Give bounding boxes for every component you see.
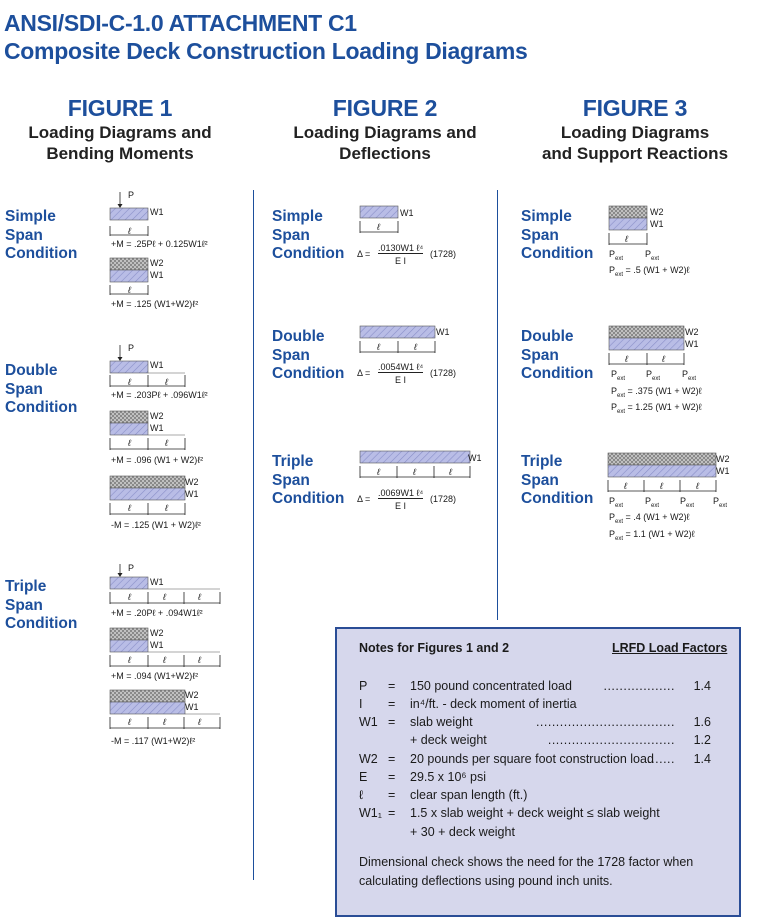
span-label: ℓ	[128, 717, 131, 727]
pext-label: $P_{ext}$	[645, 249, 660, 262]
span-label: ℓ	[198, 717, 201, 727]
note-description: slab weight	[410, 715, 473, 729]
span-label: ℓ	[198, 592, 201, 602]
note-description: in⁴/ft. - deck moment of inertia	[410, 697, 577, 711]
figure-3-sub2: and Support Reactions	[541, 144, 729, 163]
fig3-double-label: Double Span Condition	[521, 328, 594, 382]
fig3-triple-label: Triple Span Condition	[521, 453, 594, 507]
w1-label: W1	[150, 577, 164, 587]
note-equals: =	[388, 770, 396, 784]
note-description: 150 pound concentrated load	[410, 679, 572, 693]
fig3-simple-eq: $P_{ext} = .5$ (W1 + W2)ℓ	[609, 265, 690, 278]
span-label: ℓ	[624, 481, 627, 491]
fig1-simple-eq1: +M = .25Pℓ + 0.125W1ℓ²	[111, 239, 208, 249]
delta-label: Δ =	[357, 494, 371, 504]
note-load-factor: 1.6	[693, 715, 711, 729]
notes-footnote-2: calculating deflections using pound inch units.	[359, 874, 613, 888]
note-description: clear span length (ft.)	[410, 788, 528, 802]
note-description: + deck weight	[410, 733, 487, 747]
factor-1728: (1728)	[430, 249, 457, 259]
note-description: 1.5 x slab weight + deck weight ≤ slab weight	[410, 806, 660, 820]
span-label: ℓ	[165, 438, 168, 448]
span-label: ℓ	[625, 354, 628, 364]
fig2-triple-numerator: .0069W1 ℓ⁴	[378, 488, 424, 498]
note-equals: =	[388, 715, 396, 729]
column-divider-1	[253, 190, 254, 880]
w2-label: W2	[650, 207, 664, 217]
fig1-triple-eq1: +M = .20Pℓ + .094W1ℓ²	[111, 608, 203, 618]
note-symbol: P	[359, 679, 368, 693]
span-label: ℓ	[128, 377, 131, 387]
fig3-triple-eq1: $P_{ext} = .4$ (W1 + W2)ℓ	[609, 512, 690, 525]
note-equals: =	[388, 788, 396, 802]
w1-label: W1	[150, 423, 164, 433]
w1-label: W1	[150, 270, 164, 280]
w2-label: W2	[185, 477, 199, 487]
pext-label: $P_{ext}$	[646, 369, 661, 382]
fig2-double-diagram	[355, 323, 440, 358]
note-load-factor: 1.4	[693, 752, 711, 766]
fig3-double-eq1: $P_{ext} = .375$ (W1 + W2)ℓ	[611, 386, 702, 399]
fig1-triple-eq3: -M = .117 (W1+W2)ℓ²	[111, 736, 196, 746]
span-label: ℓ	[662, 354, 665, 364]
fig1-double-eq3: -M = .125 (W1 + W2)ℓ²	[111, 520, 201, 530]
notes-title: Notes for Figures 1 and 2	[359, 641, 510, 655]
fig1-triple-eq2: +M = .094 (W1+W2)ℓ²	[111, 671, 199, 681]
span-label: ℓ	[165, 503, 168, 513]
span-label: ℓ	[128, 438, 131, 448]
delta-label: Δ =	[357, 368, 371, 378]
span-label: ℓ	[128, 226, 131, 236]
w1-label: W1	[185, 702, 199, 712]
span-label: ℓ	[377, 222, 380, 232]
fig1-double-diagram-2	[105, 408, 190, 453]
note-leader-dots: ................................	[547, 733, 675, 747]
note-leader-dots: ..................	[603, 679, 675, 693]
w2-label: W2	[685, 327, 699, 337]
figure-2-heading	[265, 95, 505, 164]
fig1-triple-label: Triple Span Condition	[5, 578, 78, 632]
note-equals: =	[388, 697, 396, 711]
fig3-triple-eq2: $P_{ext} = 1.1$ (W1 + W2)ℓ	[609, 529, 695, 542]
w2-label: W2	[150, 258, 164, 268]
fig2-double-label: Double Span Condition	[272, 328, 345, 382]
pext-label: $P_{ext}$	[645, 496, 660, 509]
fig2-simple-label: Simple Span Condition	[272, 208, 345, 262]
fig3-simple-diagram	[604, 203, 654, 248]
ei-label: E I	[395, 375, 407, 385]
span-label: ℓ	[413, 467, 416, 477]
fig1-simple-eq2: +M = .125 (W1+W2)ℓ²	[111, 299, 199, 309]
span-label: ℓ	[163, 592, 166, 602]
p-label: P	[128, 190, 135, 200]
fig3-double-eq2: $P_{ext} = 1.25$ (W1 + W2)ℓ	[611, 402, 702, 415]
span-label: ℓ	[163, 655, 166, 665]
figure-3-sub1: Loading Diagrams	[560, 123, 710, 142]
note-symbol: I	[359, 697, 363, 711]
doc-title-line2: Composite Deck Construction Loading Diagrams	[4, 38, 528, 64]
note-symbol: ℓ	[359, 788, 364, 802]
fig1-double-diagram-3	[105, 473, 190, 518]
note-load-factor: 1.4	[693, 679, 711, 693]
ei-label: E I	[395, 501, 407, 511]
fig3-double-diagram	[604, 323, 689, 368]
delta-label: Δ =	[357, 249, 371, 259]
note-symbol: W1₁	[359, 806, 382, 820]
note-symbol: E	[359, 770, 368, 784]
span-label: ℓ	[128, 285, 131, 295]
fig1-double-eq1: +M = .203Pℓ + .096W1ℓ²	[111, 390, 208, 400]
fig1-double-diagram-1	[105, 343, 190, 391]
fig2-triple-diagram	[355, 448, 475, 483]
note-equals: =	[388, 806, 396, 820]
pext-label: $P_{ext}$	[609, 496, 624, 509]
span-label: ℓ	[165, 377, 168, 387]
w1-label: W1	[716, 466, 730, 476]
w1-label: W1	[650, 219, 664, 229]
figure-1-sub2: Bending Moments	[46, 144, 194, 163]
fig2-double-numerator: .0054W1 ℓ⁴	[378, 362, 424, 372]
span-label: ℓ	[128, 503, 131, 513]
fig2-simple-diagram	[355, 203, 405, 238]
figure-2-sub2: Deflections	[339, 144, 431, 163]
fig1-double-label: Double Span Condition	[5, 362, 78, 416]
span-label: ℓ	[625, 234, 628, 244]
factor-1728: (1728)	[430, 494, 457, 504]
w1-label: W1	[436, 327, 450, 337]
fig1-double-eq2: +M = .096 (W1 + W2)ℓ²	[111, 455, 204, 465]
figure-3-heading	[515, 95, 755, 164]
w1-label: W1	[685, 339, 699, 349]
lrfd-heading: LRFD Load Factors	[612, 641, 728, 655]
doc-title-line1: ANSI/SDI-C-1.0 ATTACHMENT C1	[4, 10, 357, 36]
fig2-triple-label: Triple Span Condition	[272, 453, 345, 507]
note-leader-dots: .......	[647, 752, 675, 766]
span-label: ℓ	[696, 481, 699, 491]
span-label: ℓ	[198, 655, 201, 665]
figure-1-heading	[10, 95, 230, 164]
w1-label: W1	[468, 453, 482, 463]
figure-1-sub1: Loading Diagrams and	[28, 123, 212, 142]
w2-label: W2	[150, 628, 164, 638]
span-label: ℓ	[163, 717, 166, 727]
column-divider-2	[497, 190, 498, 620]
note-load-factor: 1.2	[693, 733, 711, 747]
fig1-simple-label: Simple Span Condition	[5, 208, 78, 262]
fig2-simple-numerator: .0130W1 ℓ⁴	[378, 243, 424, 253]
notes-box	[335, 627, 741, 917]
figure-2-number: FIGURE 2	[332, 95, 438, 121]
pext-label: $P_{ext}$	[611, 369, 626, 382]
note-leader-dots: ...................................	[535, 715, 675, 729]
span-label: ℓ	[660, 481, 663, 491]
fig3-simple-label: Simple Span Condition	[521, 208, 594, 262]
pext-label: $P_{ext}$	[682, 369, 697, 382]
w2-label: W2	[716, 454, 730, 464]
note-description: 29.5 x 10⁶ psi	[410, 770, 487, 784]
note-description: + 30 + deck weight	[410, 825, 515, 839]
p-label: P	[128, 563, 135, 573]
note-symbol: W2	[359, 752, 378, 766]
pext-label: $P_{ext}$	[713, 496, 728, 509]
pext-label: $P_{ext}$	[680, 496, 695, 509]
figure-1-number: FIGURE 1	[67, 95, 173, 121]
w1-label: W1	[185, 489, 199, 499]
pext-label: $P_{ext}$	[609, 249, 624, 262]
note-description: 20 pounds per square foot construction load	[410, 752, 654, 766]
ei-label: E I	[395, 256, 407, 266]
span-label: ℓ	[449, 467, 452, 477]
span-label: ℓ	[128, 592, 131, 602]
w2-label: W2	[150, 411, 164, 421]
span-label: ℓ	[377, 467, 380, 477]
note-equals: =	[388, 752, 396, 766]
w1-label: W1	[150, 207, 164, 217]
note-symbol: W1	[359, 715, 378, 729]
span-label: ℓ	[377, 342, 380, 352]
p-label: P	[128, 343, 135, 353]
span-label: ℓ	[128, 655, 131, 665]
w1-label: W1	[150, 640, 164, 650]
w1-label: W1	[400, 208, 414, 218]
w1-label: W1	[150, 360, 164, 370]
notes-footnote-1: Dimensional check shows the need for the 1728 factor when	[359, 855, 694, 869]
figure-2-sub1: Loading Diagrams and	[293, 123, 477, 142]
note-equals: =	[388, 679, 396, 693]
figure-3-number: FIGURE 3	[582, 95, 688, 121]
factor-1728: (1728)	[430, 368, 457, 378]
w2-label: W2	[185, 690, 199, 700]
span-label: ℓ	[414, 342, 417, 352]
